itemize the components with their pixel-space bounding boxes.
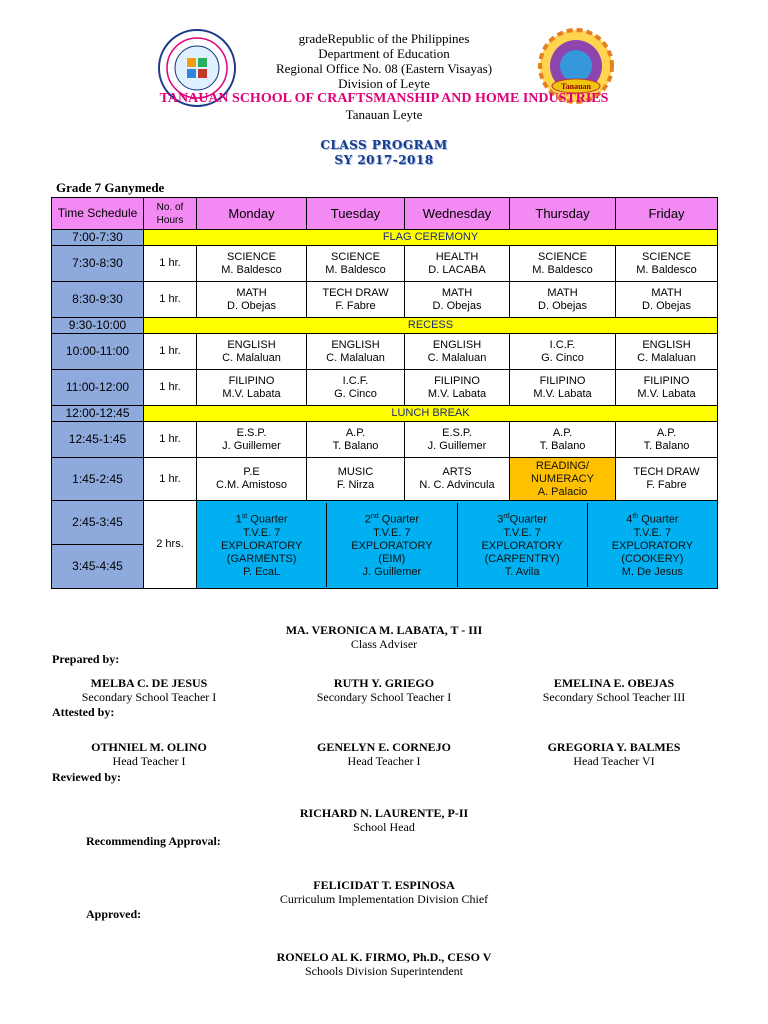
subject-cell	[510, 334, 616, 370]
teacher-name: M.V. Labata	[222, 387, 281, 400]
table-header-row	[52, 198, 718, 230]
reading-numeracy-cell	[510, 458, 616, 501]
teacher-name: M.V. Labata	[533, 387, 592, 400]
subject-cell	[616, 282, 718, 318]
signatory-block	[496, 740, 732, 768]
teacher-name: F. Nirza	[336, 479, 375, 491]
subject-cell	[307, 370, 405, 406]
quarter-cell	[197, 503, 327, 587]
subject-name: ENGLISH	[642, 338, 691, 351]
school-year: SY 2017-2018	[334, 153, 434, 167]
teacher-name: M. Baldesco	[532, 263, 593, 276]
table-row	[52, 501, 718, 545]
quarter-suffix: rd	[503, 513, 510, 521]
school-town: Tanauan Leyte	[345, 107, 423, 122]
subject-cell	[307, 246, 405, 282]
teacher-name: C. Malaluan	[326, 351, 385, 364]
time-cell: 9:30-10:00	[52, 318, 144, 334]
subject-name: FILIPINO	[539, 374, 586, 387]
hours-cell: 1 hr.	[144, 282, 197, 318]
teacher-name: J. Guillemer	[427, 439, 487, 452]
hours-cell: 1 hr.	[144, 370, 197, 406]
col-thursday: Thursday	[510, 198, 616, 230]
reviewed-by-label: Reviewed by:	[52, 770, 121, 784]
adviser-role: Class Adviser	[350, 637, 418, 651]
subject-name: MATH	[441, 286, 473, 299]
table-row	[52, 458, 718, 501]
subject-cell	[197, 370, 307, 406]
teacher-name: D. Obejas	[227, 299, 276, 312]
quarter-number: 3	[497, 513, 504, 526]
subject-name: A.P.	[552, 426, 573, 439]
subject-name: TECH DRAW	[322, 286, 389, 299]
hours-cell: 2 hrs.	[144, 501, 197, 589]
recommending-approval-label: Recommending Approval:	[86, 834, 221, 848]
quarter-label: Quarter	[638, 513, 679, 526]
subject-cell	[616, 370, 718, 406]
table-row	[52, 406, 718, 422]
teacher-name: M.V. Labata	[427, 387, 487, 400]
teacher-name: M. Baldesco	[221, 263, 282, 276]
subject-name: ENGLISH	[331, 338, 380, 351]
time-cell: 11:00-12:00	[52, 370, 144, 406]
signatory-role: Schools Division Superintendent	[305, 964, 463, 978]
header-department: Department of Education	[318, 46, 450, 61]
exploratory-label: EXPLORATORY	[611, 539, 694, 552]
subject-cell	[616, 246, 718, 282]
subject-name: FILIPINO	[643, 374, 690, 387]
subject-name: TECH DRAW	[633, 466, 700, 478]
time-cell: 2:45-3:45	[52, 501, 144, 545]
grade-section: Grade 7 Ganymede	[56, 180, 165, 195]
teacher-name: A. Palacio	[537, 485, 588, 498]
teacher-name: T. Balano	[643, 439, 690, 452]
quarter-cell	[458, 503, 588, 587]
teacher-name: M.V. Labata	[637, 387, 696, 400]
signatory-name: OTHNIEL M. OLINO	[91, 740, 207, 754]
teacher-name: J. Guillemer	[222, 439, 281, 452]
subject-cell	[307, 458, 405, 501]
signatory-role: Secondary School Teacher III	[542, 690, 686, 704]
subject-cell	[510, 422, 616, 458]
subject-name: ENGLISH	[227, 338, 276, 351]
teacher-name: F. Fabre	[646, 479, 687, 491]
signatory-name: GENELYN E. CORNEJO	[317, 740, 451, 754]
signatory-name: RUTH Y. GRIEGO	[333, 676, 435, 690]
time-cell: 1:45-2:45	[52, 458, 144, 501]
teacher-name: C. Malaluan	[427, 351, 487, 364]
subject-name: READING/	[535, 459, 590, 472]
subject-cell	[307, 282, 405, 318]
exploratory-label: EXPLORATORY	[351, 539, 433, 552]
subject-name: P.E	[243, 466, 260, 478]
subject-cell	[197, 458, 307, 501]
class-program-title: CLASS PROGRAM	[320, 138, 448, 152]
signatory-name: RICHARD N. LAURENTE, P-II	[299, 806, 469, 820]
col-friday: Friday	[616, 198, 718, 230]
subject-cell	[616, 422, 718, 458]
teacher-name: G. Cinco	[541, 351, 584, 364]
subject-cell	[197, 334, 307, 370]
exploratory-label: EXPLORATORY	[481, 539, 563, 552]
subject-name: I.C.F.	[342, 374, 369, 387]
subject-name: MATH	[547, 286, 578, 299]
tve-label: T.V.E. 7	[242, 526, 281, 539]
subject-cell	[405, 246, 510, 282]
subject-name: MATH	[236, 286, 267, 299]
subject-name: FILIPINO	[434, 374, 480, 387]
subject-cell	[405, 458, 510, 501]
subject-name: ARTS	[442, 466, 472, 478]
school-head-block	[234, 806, 534, 834]
signatory-name: FELICIDAT T. ESPINOSA	[313, 878, 455, 892]
col-no-of-hours: No. of Hours	[144, 198, 197, 230]
signatory-block	[496, 676, 732, 704]
teacher-name: D. Obejas	[538, 299, 587, 312]
subject-cell	[616, 334, 718, 370]
subject-name: MUSIC	[337, 466, 374, 478]
col-tuesday: Tuesday	[307, 198, 405, 230]
quarter-number: 4	[626, 513, 633, 526]
quarter-label: Quarter	[509, 513, 547, 526]
hours-cell: 1 hr.	[144, 246, 197, 282]
subject-cell	[616, 458, 718, 501]
teacher-name: J. Guillemer	[362, 565, 422, 578]
teacher-name: D. Obejas	[432, 299, 482, 312]
subject-name: A.P.	[345, 426, 366, 439]
subject-name: SCIENCE	[331, 250, 380, 263]
adviser-name: MA. VERONICA M. LABATA, T - III	[285, 623, 483, 637]
time-cell: 10:00-11:00	[52, 334, 144, 370]
subject-cell	[197, 246, 307, 282]
signatory-role: School Head	[353, 820, 415, 834]
subject-cell	[197, 282, 307, 318]
signatory-role: Curriculum Implementation Division Chief	[279, 892, 489, 906]
teacher-name: M. De Jesus	[621, 565, 683, 578]
approved-label: Approved:	[86, 907, 142, 921]
subject-cell	[307, 334, 405, 370]
header-republic: gradeRepublic of the Philippines	[298, 31, 470, 46]
signatory-name: MELBA C. DE JESUS	[90, 676, 208, 690]
teacher-name: T. Balano	[332, 439, 379, 452]
table-row	[52, 334, 718, 370]
school-name: TANAUAN SCHOOL OF CRAFTSMANSHIP AND HOME INDUSTRIES	[159, 91, 609, 106]
subject-name: HEALTH	[435, 250, 479, 263]
time-cell: 8:30-9:30	[52, 282, 144, 318]
quarter-cell	[588, 503, 717, 587]
subject-name: MATH	[651, 286, 682, 299]
quarter-label: Quarter	[378, 513, 420, 526]
quarter-number: 2	[364, 513, 371, 526]
subject-name: SCIENCE	[227, 250, 276, 263]
lunch-break-bar: LUNCH BREAK	[144, 406, 718, 422]
time-cell: 7:30-8:30	[52, 246, 144, 282]
teacher-name: G. Cinco	[334, 387, 377, 400]
signatory-role: Head Teacher VI	[573, 754, 655, 768]
quarter-label: Quarter	[247, 513, 288, 526]
quarter-number: 1	[235, 513, 242, 526]
exploratory-area: (EIM)	[378, 552, 406, 565]
signatory-block	[34, 676, 264, 704]
subject-name: I.C.F.	[549, 338, 576, 351]
col-time-schedule: Time Schedule	[52, 198, 144, 230]
subject-name: ENGLISH	[432, 338, 482, 351]
tve-label: T.V.E. 7	[373, 526, 411, 539]
tve-exploratory-block	[197, 501, 718, 589]
subject-name: SCIENCE	[642, 250, 691, 263]
signatory-role: Head Teacher I	[112, 754, 186, 768]
table-row	[52, 246, 718, 282]
teacher-name: C. Malaluan	[637, 351, 696, 364]
signatory-role: Head Teacher I	[347, 754, 421, 768]
subject-cell	[510, 246, 616, 282]
quarter-suffix: th	[632, 513, 639, 521]
exploratory-area: (CARPENTRY)	[484, 552, 560, 565]
hours-cell: 1 hr.	[144, 334, 197, 370]
tve-label: T.V.E. 7	[503, 526, 541, 539]
table-row	[52, 282, 718, 318]
class-schedule-table	[51, 197, 718, 589]
col-wednesday: Wednesday	[405, 198, 510, 230]
subject-name: NUMERACY	[531, 472, 594, 485]
recess-bar: RECESS	[144, 318, 718, 334]
class-adviser-block	[234, 623, 534, 651]
flag-ceremony-bar: FLAG CEREMONY	[144, 230, 718, 246]
subject-name: E.S.P.	[442, 426, 472, 439]
subject-cell	[405, 422, 510, 458]
signatory-block	[34, 740, 264, 768]
col-monday: Monday	[197, 198, 307, 230]
subject-cell	[197, 422, 307, 458]
teacher-name: T. Avila	[504, 565, 540, 578]
teacher-name: N. C. Advincula	[419, 479, 495, 491]
subject-cell	[405, 282, 510, 318]
signatory-block	[269, 676, 499, 704]
time-cell: 7:00-7:30	[52, 230, 144, 246]
header-region: Regional Office No. 08 (Eastern Visayas)	[275, 61, 493, 76]
teacher-name: M. Baldesco	[636, 263, 697, 276]
teacher-name: T. Balano	[539, 439, 586, 452]
subject-cell	[405, 370, 510, 406]
signatory-block	[269, 740, 499, 768]
teacher-name: C.M. Amistoso	[216, 479, 287, 491]
exploratory-label: EXPLORATORY	[220, 539, 303, 552]
teacher-name: D. Obejas	[642, 299, 691, 312]
tve-label: T.V.E. 7	[633, 526, 672, 539]
exploratory-area: (COOKERY)	[621, 552, 684, 565]
subject-cell	[307, 422, 405, 458]
teacher-name: D. LACABA	[428, 263, 486, 276]
quarter-suffix: nd	[370, 513, 379, 521]
signatory-name: RONELO AL K. FIRMO, Ph.D., CESO V	[276, 950, 492, 964]
table-row	[52, 422, 718, 458]
time-cell: 12:00-12:45	[52, 406, 144, 422]
subject-cell	[510, 282, 616, 318]
division-chief-block	[209, 878, 559, 906]
subject-name: SCIENCE	[538, 250, 587, 263]
teacher-name: F. Fabre	[335, 299, 376, 312]
superintendent-block	[209, 950, 559, 978]
subject-name: E.S.P.	[236, 426, 267, 439]
time-cell: 12:45-1:45	[52, 422, 144, 458]
signatory-name: EMELINA E. OBEJAS	[553, 676, 675, 690]
attested-by-label: Attested by:	[52, 705, 115, 719]
signatory-role: Secondary School Teacher I	[81, 690, 217, 704]
teacher-name: C. Malaluan	[222, 351, 281, 364]
table-row	[52, 318, 718, 334]
hours-cell: 1 hr.	[144, 458, 197, 501]
subject-cell	[510, 370, 616, 406]
signatory-name: GREGORIA Y. BALMES	[547, 740, 681, 754]
subject-name: FILIPINO	[228, 374, 275, 387]
teacher-name: M. Baldesco	[325, 263, 386, 276]
hours-cell: 1 hr.	[144, 422, 197, 458]
exploratory-area: (GARMENTS)	[226, 552, 297, 565]
table-row	[52, 230, 718, 246]
teacher-name: P. EcaL	[243, 565, 281, 578]
table-row	[52, 370, 718, 406]
quarter-suffix: st	[241, 513, 248, 521]
right-logo-text: Tanauan	[561, 82, 591, 91]
time-cell: 3:45-4:45	[52, 545, 144, 589]
signatory-role: Secondary School Teacher I	[316, 690, 452, 704]
prepared-by-label: Prepared by:	[52, 652, 120, 666]
subject-name: A.P.	[656, 426, 677, 439]
subject-cell	[405, 334, 510, 370]
quarter-cell	[327, 503, 457, 587]
header-division: Division of Leyte	[338, 76, 430, 91]
